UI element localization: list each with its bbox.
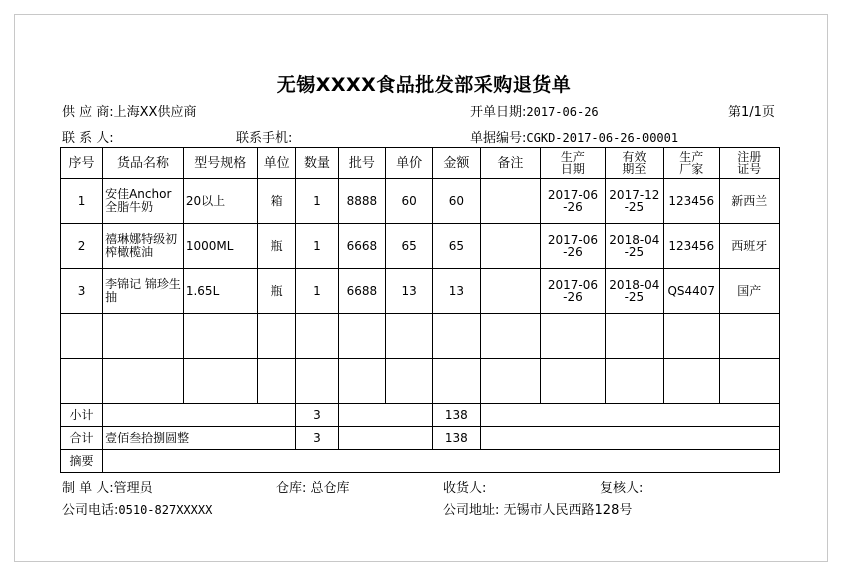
cell-price: 13 — [386, 269, 433, 314]
total-label: 合计 — [61, 427, 103, 450]
cell-prod-date: 2017-06 -26 — [541, 179, 606, 224]
cell-spec: 20以上 — [183, 179, 257, 224]
subtotal-label: 小计 — [61, 404, 103, 427]
col-batch: 批号 — [338, 148, 386, 179]
table-row-empty — [61, 359, 780, 404]
subtotal-qty: 3 — [296, 404, 338, 427]
cell-amount: 60 — [432, 179, 480, 224]
maker-label: 制 单 人: — [62, 481, 114, 496]
receiver-field — [443, 477, 486, 496]
address-value: 无锡市人民西路128号 — [503, 503, 633, 518]
warehouse-field — [276, 477, 350, 496]
cell-batch: 6668 — [338, 224, 386, 269]
cell-name: 安佳Anchor全脂牛奶 — [103, 179, 184, 224]
address-label: 公司地址: — [443, 503, 500, 518]
col-maker: 生产 厂家 — [663, 148, 719, 179]
contact-label: 联 系 人: — [62, 131, 114, 146]
items-table — [60, 147, 780, 473]
total-row — [61, 427, 780, 450]
phone-label: 公司电话: — [62, 503, 119, 518]
summary-label: 摘要 — [61, 450, 103, 473]
cell-maker: QS4407 — [663, 269, 719, 314]
address-field — [443, 499, 632, 518]
cell-qty: 1 — [296, 179, 338, 224]
doc-no-label: 单据编号: — [470, 131, 527, 146]
document-title: 无锡XXXX食品批发部采购退货单 — [276, 74, 572, 96]
summary-text — [103, 450, 780, 473]
cell-maker: 123456 — [663, 224, 719, 269]
summary-row — [61, 450, 780, 473]
cell-price: 60 — [386, 179, 433, 224]
cell-prod-date: 2017-06 -26 — [541, 224, 606, 269]
cell-amount: 13 — [432, 269, 480, 314]
cell-remark — [480, 269, 540, 314]
cell-unit: 瓶 — [257, 269, 296, 314]
phone-field — [62, 499, 212, 518]
cell-expiry: 2017-12 -25 — [605, 179, 663, 224]
reviewer-label: 复核人: — [600, 481, 644, 496]
cell-spec: 1.65L — [183, 269, 257, 314]
col-spec: 型号规格 — [183, 148, 257, 179]
cell-batch: 8888 — [338, 179, 386, 224]
cell-expiry: 2018-04 -25 — [605, 224, 663, 269]
warehouse-label: 仓库: — [276, 481, 307, 496]
cell-seq: 3 — [61, 269, 103, 314]
supplier-value: 上海XX供应商 — [113, 105, 197, 120]
cell-reg: 西班牙 — [719, 224, 779, 269]
cell-amount: 65 — [432, 224, 480, 269]
total-amount: 138 — [432, 427, 480, 450]
cell-qty: 1 — [296, 269, 338, 314]
cell-seq: 2 — [61, 224, 103, 269]
table-header-row — [61, 148, 780, 179]
cell-batch: 6688 — [338, 269, 386, 314]
mobile-field — [236, 127, 292, 146]
receiver-label: 收货人: — [443, 481, 487, 496]
page-number: 第1/1页 — [728, 105, 775, 120]
phone-value: 0510-827XXXXX — [118, 503, 213, 517]
cell-reg: 新西兰 — [719, 179, 779, 224]
maker-value: 管理员 — [113, 481, 153, 496]
col-price: 单价 — [386, 148, 433, 179]
date-value: 2017-06-26 — [526, 105, 599, 119]
supplier-label: 供 应 商: — [62, 105, 114, 120]
cell-unit: 箱 — [257, 179, 296, 224]
col-name: 货品名称 — [103, 148, 184, 179]
cell-remark — [480, 179, 540, 224]
cell-name: 李锦记 锦珍生抽 — [103, 269, 184, 314]
contact-field — [62, 127, 114, 146]
reviewer-field — [600, 477, 643, 496]
cell-prod-date: 2017-06 -26 — [541, 269, 606, 314]
doc-no-value: CGKD-2017-06-26-00001 — [526, 131, 679, 145]
cell-spec: 1000ML — [183, 224, 257, 269]
cell-name: 禧琳娜特级初榨橄榄油 — [103, 224, 184, 269]
subtotal-amount: 138 — [432, 404, 480, 427]
warehouse-value: 总仓库 — [310, 481, 350, 496]
table-row-empty — [61, 314, 780, 359]
cell-seq: 1 — [61, 179, 103, 224]
col-expiry: 有效 期至 — [605, 148, 663, 179]
supplier-field — [62, 101, 196, 120]
total-qty: 3 — [296, 427, 338, 450]
col-amount: 金额 — [432, 148, 480, 179]
cell-remark — [480, 224, 540, 269]
date-label: 开单日期: — [470, 105, 527, 120]
col-unit: 单位 — [257, 148, 296, 179]
cell-expiry: 2018-04 -25 — [605, 269, 663, 314]
cell-unit: 瓶 — [257, 224, 296, 269]
col-seq: 序号 — [61, 148, 103, 179]
table-row — [61, 179, 780, 224]
doc-no-field — [470, 127, 678, 146]
mobile-label: 联系手机: — [236, 131, 293, 146]
col-qty: 数量 — [296, 148, 338, 179]
date-field — [470, 101, 599, 120]
table-row — [61, 269, 780, 314]
maker-field — [62, 477, 153, 496]
cell-qty: 1 — [296, 224, 338, 269]
cell-price: 65 — [386, 224, 433, 269]
col-remark: 备注 — [480, 148, 540, 179]
subtotal-row — [61, 404, 780, 427]
table-row — [61, 224, 780, 269]
cell-reg: 国产 — [719, 269, 779, 314]
cell-maker: 123456 — [663, 179, 719, 224]
total-amount-words: 壹佰叁拾捌圆整 — [103, 427, 296, 450]
col-reg: 注册 证号 — [719, 148, 779, 179]
col-prod-date: 生产 日期 — [541, 148, 606, 179]
